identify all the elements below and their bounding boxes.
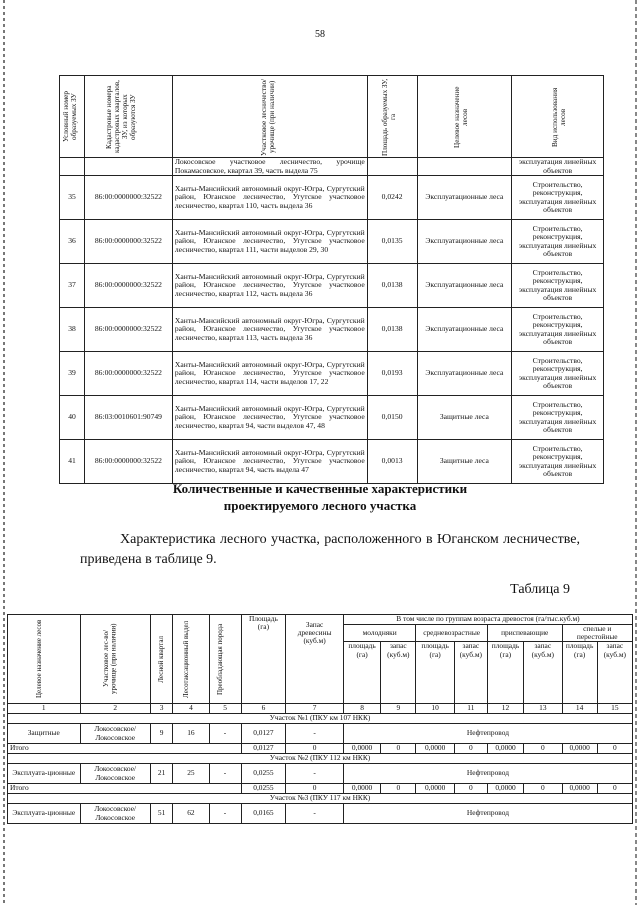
quarter-cell: 51	[150, 804, 172, 824]
area-cell: 0,0138	[367, 264, 417, 308]
species-cell: -	[209, 764, 241, 784]
location-cell: Ханты-Мансийский автономный округ-Югра, Сургутский район, Юганское лесничество, Угутское участковое лесничество, квартал 94, часть выдела 47	[172, 440, 367, 484]
note-cell: Нефтепровод	[343, 804, 632, 824]
header-cell: Площадь образуемых ЗУ, га	[381, 77, 398, 156]
header-cell: площадь (га)	[416, 642, 454, 704]
header-cell: площадь (га)	[487, 642, 523, 704]
area-cell: 0,0165	[241, 804, 286, 824]
purpose-cell: Эксплуатационные леса	[417, 264, 512, 308]
quarter-cell: 21	[150, 764, 172, 784]
table-row	[60, 308, 604, 352]
col-number: 4	[173, 704, 209, 714]
cadastral-cell: 86:00:0000000:32522	[85, 264, 173, 308]
header-cell: приспевающие	[487, 625, 562, 642]
quarter-cell: 9	[150, 724, 172, 744]
purpose-cell: Защитные	[8, 724, 81, 744]
area-cell: 0,0138	[367, 308, 417, 352]
total-cell: 0	[597, 744, 632, 754]
location-cell: Ханты-Мансийский автономный округ-Югра, Сургутский район, Юганское лесничество, Угутское участковое лесничество, квартал 112, часть выдела 36	[172, 264, 367, 308]
section-title-row	[8, 794, 633, 804]
purpose-cell: Эксплуата-ционные	[8, 764, 81, 784]
note-cell: Нефтепровод	[343, 764, 632, 784]
header-cell: Целевое назначение лесов	[34, 619, 43, 699]
cadastral-cell: 86:03:0010601:90749	[85, 396, 173, 440]
col-number: 15	[597, 704, 632, 714]
num-cell: 40	[60, 396, 85, 440]
total-cell: 0,0000	[416, 784, 454, 794]
species-cell: -	[209, 804, 241, 824]
total-cell: 0	[381, 784, 416, 794]
table-header-row	[60, 76, 604, 158]
table-row	[60, 352, 604, 396]
use-cell: Строительство, реконструкция, эксплуатация линейных объектов	[512, 440, 604, 484]
total-cell: 0,0000	[562, 744, 597, 754]
stock-cell: -	[286, 724, 344, 744]
header-cell: Участковое лес-во/ урочище (при наличии)	[102, 623, 118, 695]
total-row	[8, 784, 633, 794]
forestry-cell: Локосовское/ Локосовское	[80, 764, 150, 784]
purpose-cell: Эксплуата-ционные	[8, 804, 81, 824]
header-cell: Лесной квартал	[156, 635, 165, 683]
header-cell: молодняки	[343, 625, 416, 642]
table-row	[60, 396, 604, 440]
use-cell: Строительство, реконструкция, эксплуатация линейных объектов	[512, 308, 604, 352]
header-cell: Участковое лесничество/урочище (при наличии)	[259, 77, 276, 156]
species-cell: -	[209, 724, 241, 744]
col-number: 7	[286, 704, 344, 714]
table-label: Таблица 9	[510, 582, 570, 597]
header-cell: Кадастровые номера кадастровых кварталов, ЗУ, из которых образуются ЗУ	[105, 80, 138, 153]
header-cell: Целевое назначение лесов	[453, 85, 470, 148]
col-number: 3	[150, 704, 172, 714]
cadastral-cell: 86:00:0000000:32522	[85, 176, 173, 220]
total-label: Итого	[8, 744, 242, 754]
header-cell: средневозрастные	[416, 625, 487, 642]
section-title	[0, 480, 640, 514]
header-cell: площадь (га)	[562, 642, 597, 704]
col-number: 8	[343, 704, 380, 714]
col-number: 6	[241, 704, 286, 714]
use-cell: Строительство, реконструкция, эксплуатация линейных объектов	[512, 396, 604, 440]
header-cell: площадь (га)	[343, 642, 380, 704]
table-header-row	[8, 615, 633, 625]
total-cell: 0	[454, 784, 487, 794]
purpose-cell: Эксплуатационные леса	[417, 308, 512, 352]
total-cell: 0,0000	[487, 784, 523, 794]
total-cell: 0	[524, 744, 562, 754]
use-cell: Строительство, реконструкция, эксплуатация линейных объектов	[512, 264, 604, 308]
scan-edge-left	[3, 0, 5, 905]
area-cell: 0,0135	[367, 220, 417, 264]
location-cell: Ханты-Мансийский автономный округ-Югра, Сургутский район, Юганское лесничество, Угутское участковое лесничество, квартал 111, части выделов 29, 30	[172, 220, 367, 264]
total-cell: 0,0000	[343, 784, 380, 794]
total-row	[8, 744, 633, 754]
body-paragraph	[80, 530, 580, 570]
col-number: 5	[209, 704, 241, 714]
total-cell: 0,0000	[416, 744, 454, 754]
area-cell: 0,0127	[241, 724, 286, 744]
use-cell: Строительство, реконструкция, эксплуатация линейных объектов	[512, 352, 604, 396]
location-cell: Ханты-Мансийский автономный округ-Югра, Сургутский район, Юганское лесничество, Угутское участковое лесничество, квартал 94, части выделов 47, 48	[172, 396, 367, 440]
header-cell: запас (куб.м)	[454, 642, 487, 704]
table-row	[60, 440, 604, 484]
vydel-cell: 25	[173, 764, 209, 784]
area-cell: 0,0242	[367, 176, 417, 220]
section-title-cell: Участок №2 (ПКУ 112 км НКК)	[8, 754, 633, 764]
header-cell: В том числе по группам возраста древостоя (га/тыс.куб.м)	[343, 615, 632, 625]
page-number: 58	[315, 29, 325, 40]
total-cell: 0	[286, 784, 344, 794]
use-cell: Строительство, реконструкция, эксплуатация линейных объектов	[512, 176, 604, 220]
total-label: Итого	[8, 784, 242, 794]
total-cell: 0	[524, 784, 562, 794]
forest-plots-table	[59, 75, 604, 484]
header-cell: запас (куб.м)	[597, 642, 632, 704]
use-cell: эксплуатация линейных объектов	[512, 158, 604, 176]
vydel-cell: 62	[173, 804, 209, 824]
num-cell: 38	[60, 308, 85, 352]
stock-cell: -	[286, 804, 344, 824]
area-cell: 0,0255	[241, 764, 286, 784]
paragraph-text: Характеристика лесного участка, расположенного в Юганском лесничестве, приведена в таблице 9.	[80, 532, 580, 567]
table-row	[60, 220, 604, 264]
col-number: 9	[381, 704, 416, 714]
area-cell: 0,0150	[367, 396, 417, 440]
table-9	[7, 614, 633, 824]
note-cell: Нефтепровод	[343, 724, 632, 744]
total-cell: 0	[381, 744, 416, 754]
header-cell: спелые и перестойные	[562, 625, 632, 642]
num-cell: 36	[60, 220, 85, 264]
cadastral-cell: 86:00:0000000:32522	[85, 220, 173, 264]
header-cell: Условный номер образуемых ЗУ	[62, 91, 78, 142]
table-row	[60, 158, 604, 176]
col-number: 2	[80, 704, 150, 714]
table-row	[60, 176, 604, 220]
area-cell: 0,0193	[367, 352, 417, 396]
total-cell: 0,0000	[562, 784, 597, 794]
col-number: 11	[454, 704, 487, 714]
table-row	[8, 724, 633, 744]
header-cell: запас (куб.м)	[524, 642, 562, 704]
cadastral-cell: 86:00:0000000:32522	[85, 440, 173, 484]
num-cell: 41	[60, 440, 85, 484]
header-cell: запас (куб.м)	[381, 642, 416, 704]
total-cell: 0,0127	[241, 744, 286, 754]
purpose-cell: Защитные леса	[417, 440, 512, 484]
cadastral-cell: 86:00:0000000:32522	[85, 352, 173, 396]
location-cell: Ханты-Мансийский автономный округ-Югра, Сургутский район, Юганское лесничество, Угутское участковое лесничество, квартал 114, части выделов 17, 22	[172, 352, 367, 396]
location-cell: Ханты-Мансийский автономный округ-Югра, Сургутский район, Юганское лесничество, Угутское участковое лесничество, квартал 110, часть выдела 36	[172, 176, 367, 220]
col-number: 1	[8, 704, 81, 714]
purpose-cell: Эксплуатационные леса	[417, 176, 512, 220]
section-title-cell: Участок №1 (ПКУ км 107 НКК)	[8, 714, 633, 724]
col-number: 12	[487, 704, 523, 714]
total-cell: 0	[597, 784, 632, 794]
table-row	[60, 264, 604, 308]
col-number: 13	[524, 704, 562, 714]
section-title-line: проектируемого лесного участка	[223, 498, 417, 513]
forestry-cell: Локосовское/ Локосовское	[80, 804, 150, 824]
num-cell: 39	[60, 352, 85, 396]
section-title-row	[8, 714, 633, 724]
vydel-cell: 16	[173, 724, 209, 744]
col-number: 10	[416, 704, 454, 714]
purpose-cell: Эксплуатационные леса	[417, 352, 512, 396]
num-cell: 35	[60, 176, 85, 220]
purpose-cell: Защитные леса	[417, 396, 512, 440]
section-title-row	[8, 754, 633, 764]
area-cell: 0,0013	[367, 440, 417, 484]
col-number: 14	[562, 704, 597, 714]
header-cell: Запас древесины (куб.м)	[286, 615, 344, 704]
num-cell: 37	[60, 264, 85, 308]
table-row	[8, 804, 633, 824]
forestry-cell: Локосовское/ Локосовское	[80, 724, 150, 744]
section-title-line: Количественные и качественные характеристики	[172, 481, 468, 496]
table-row	[8, 764, 633, 784]
section-title-cell: Участок №3 (ПКУ 117 км НКК)	[8, 794, 633, 804]
use-cell: Строительство, реконструкция, эксплуатация линейных объектов	[512, 220, 604, 264]
total-cell: 0	[454, 744, 487, 754]
header-cell: Вид использования лесов	[550, 86, 567, 147]
header-cell: Площадь (га)	[241, 615, 286, 704]
location-cell: Ханты-Мансийский автономный округ-Югра, Сургутский район, Юганское лесничество, Угутское участковое лесничество, квартал 113, часть выдела 36	[172, 308, 367, 352]
cadastral-cell: 86:00:0000000:32522	[85, 308, 173, 352]
total-cell: 0,0000	[487, 744, 523, 754]
total-cell: 0,0000	[343, 744, 380, 754]
scan-edge-right	[635, 0, 637, 905]
column-number-row	[8, 704, 633, 714]
stock-cell: -	[286, 764, 344, 784]
total-cell: 0,0255	[241, 784, 286, 794]
total-cell: 0	[286, 744, 344, 754]
header-cell: Преобладающая порода	[216, 623, 225, 695]
header-cell: Лесотаксационный выдел	[181, 620, 190, 698]
location-cell: Локосовское участковое лесничество, урочище Покамасовское, квартал 39, часть выдела 75	[172, 158, 367, 176]
purpose-cell: Эксплуатационные леса	[417, 220, 512, 264]
